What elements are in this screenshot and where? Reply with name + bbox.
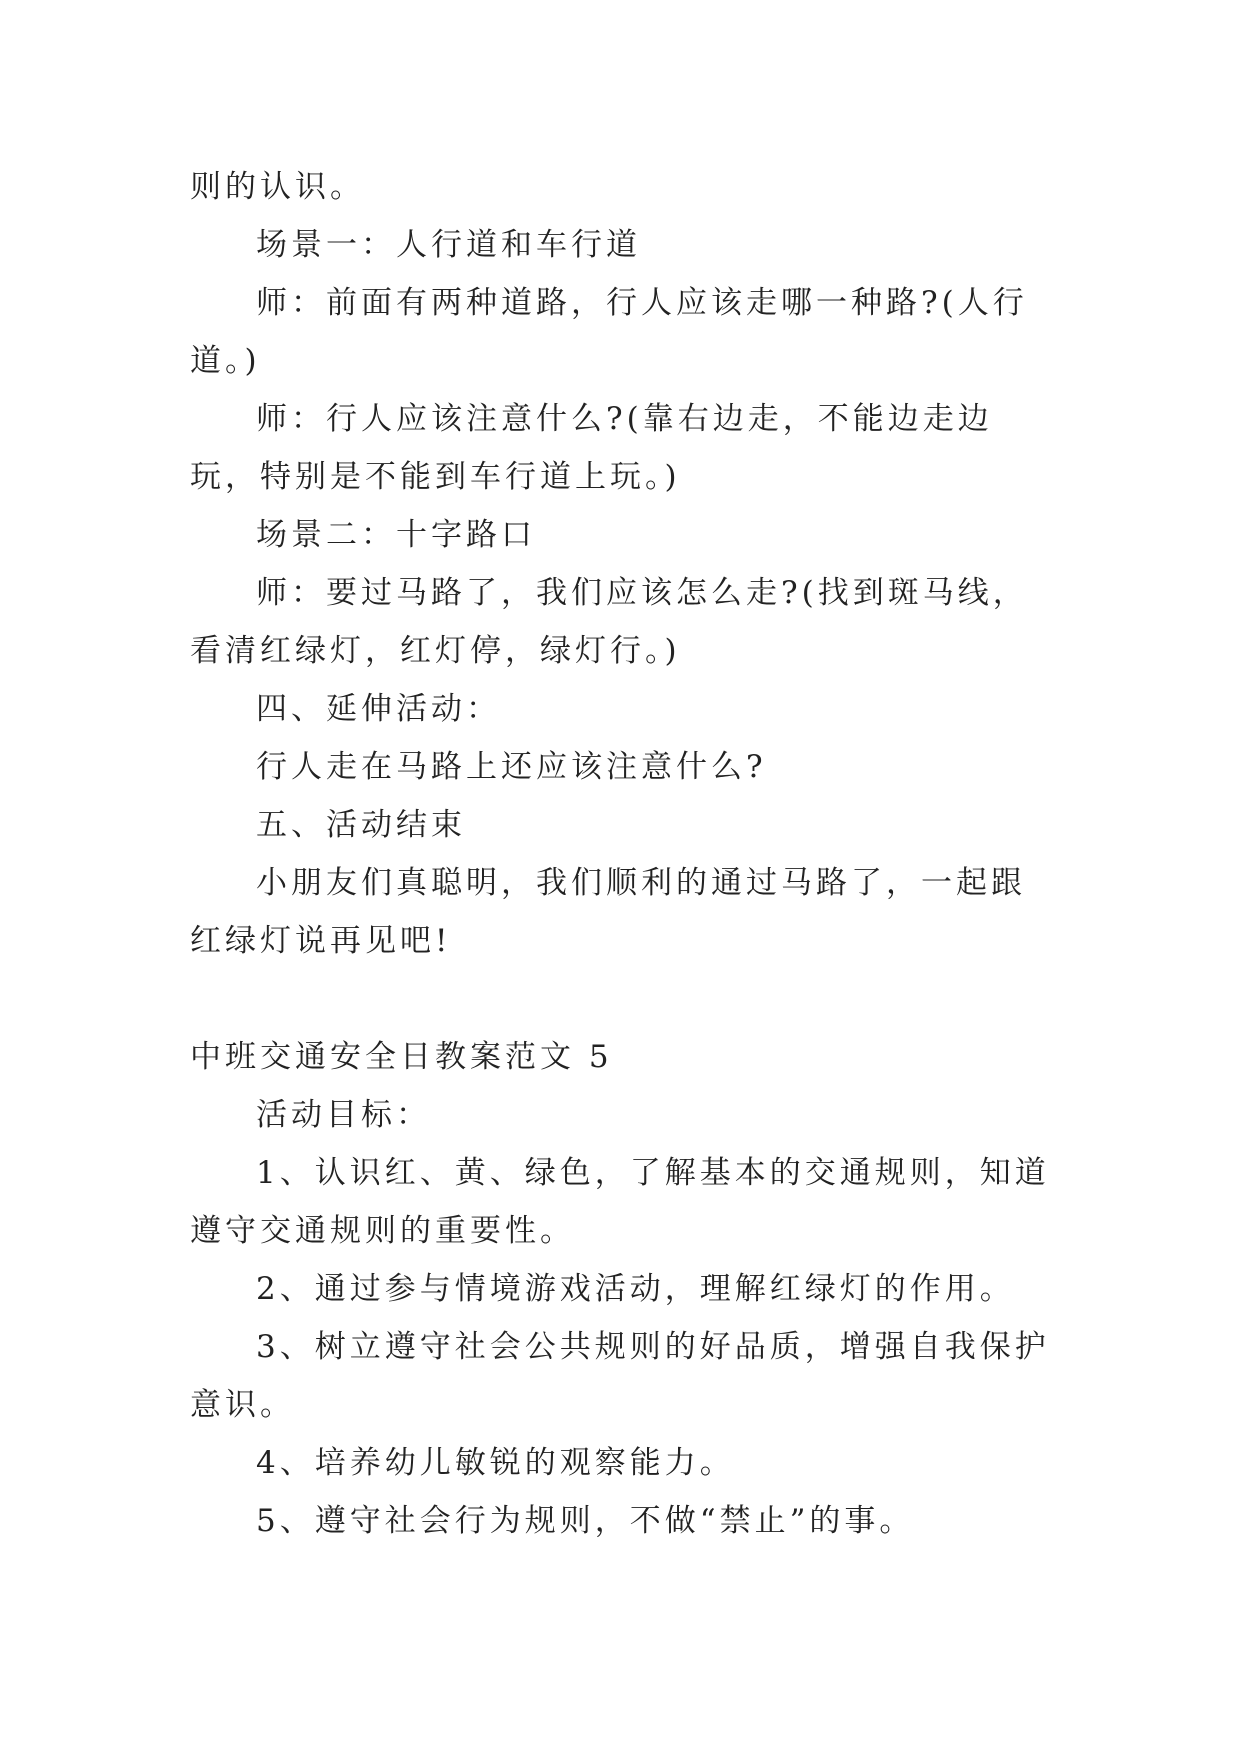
section-title: 中班交通安全日教案范文 5 xyxy=(190,1039,613,1075)
objectives-heading: 活动目标： xyxy=(256,1097,431,1133)
extension-activity-heading: 四、延伸活动： xyxy=(256,691,501,727)
extension-activity-question: 行人走在马路上还应该注意什么? xyxy=(256,749,767,785)
objective-item: 5、遵守社会行为规则，不做“禁止”的事。 xyxy=(256,1503,915,1539)
scene-one-heading: 场景一：人行道和车行道 xyxy=(256,227,641,263)
teacher-question-crossing: 师：要过马路了，我们应该怎么走?(找到斑马线，看清红绿灯，红灯停，绿灯行。) xyxy=(190,575,1028,669)
activity-end-heading: 五、活动结束 xyxy=(256,807,466,843)
objective-item: 2、通过参与情境游戏活动，理解红绿灯的作用。 xyxy=(256,1271,1015,1307)
document-page xyxy=(190,158,1050,1550)
scene-two-heading: 场景二：十字路口 xyxy=(256,517,536,553)
objective-item: 4、培养幼儿敏锐的观察能力。 xyxy=(256,1445,735,1481)
paragraph-continuation: 则的认识。 xyxy=(190,169,365,205)
teacher-question-road: 师：前面有两种道路，行人应该走哪一种路?(人行道。) xyxy=(190,285,1028,379)
objective-item: 3、树立遵守社会公共规则的好品质，增强自我保护意识。 xyxy=(190,1329,1050,1423)
teacher-question-attention: 师：行人应该注意什么?(靠右边走，不能边走边玩，特别是不能到车行道上玩。) xyxy=(190,401,993,495)
objective-item: 1、认识红、黄、绿色，了解基本的交通规则，知道遵守交通规则的重要性。 xyxy=(190,1155,1050,1249)
closing-paragraph: 小朋友们真聪明，我们顺利的通过马路了，一起跟红绿灯说再见吧! xyxy=(190,865,1026,959)
